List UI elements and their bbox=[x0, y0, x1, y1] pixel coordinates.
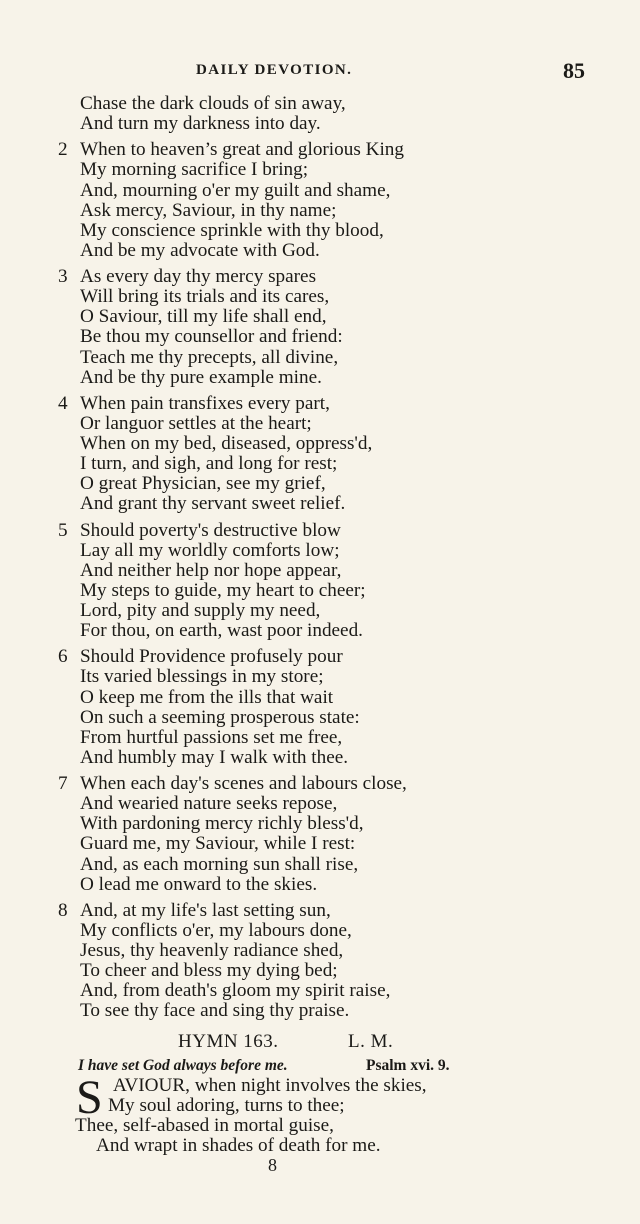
hymn-163-stanza-1 bbox=[0, 1071, 640, 1157]
verse-line: And humbly may I walk with thee. bbox=[80, 746, 349, 768]
signature-mark: 8 bbox=[268, 1155, 277, 1175]
stanza-5 bbox=[0, 521, 640, 642]
verse-line: And be thy pure example mine. bbox=[80, 366, 322, 388]
verse-line: My morning sacrifice I bring; bbox=[80, 159, 309, 181]
verse-line: Lay all my worldly comforts low; bbox=[80, 539, 340, 561]
verse-text: When pain transfixes every part, bbox=[80, 392, 330, 414]
verse-line: My soul adoring, turns to thee; bbox=[108, 1095, 345, 1117]
verse-line: My steps to guide, my heart to cheer; bbox=[80, 579, 366, 601]
stanza-8 bbox=[0, 901, 640, 1022]
verse-line: Or languor settles at the heart; bbox=[80, 412, 312, 434]
verse-line: AVIOUR, when night involves the skies, bbox=[113, 1075, 427, 1096]
stanza-number: 6 bbox=[58, 646, 68, 668]
verse-line: And, from death's gloom my spirit raise, bbox=[80, 980, 391, 1002]
verse-line: My conflicts o'er, my labours done, bbox=[80, 919, 352, 941]
stanza-number: 8 bbox=[58, 899, 68, 921]
verse-line: And grant thy servant sweet relief. bbox=[80, 493, 346, 515]
verse-line bbox=[0, 521, 640, 541]
verse-line bbox=[0, 774, 640, 794]
verse-line: On such a seeming prosperous state: bbox=[80, 706, 360, 728]
verse-line: Teach me thy precepts, all divine, bbox=[80, 346, 339, 368]
page-number: 85 bbox=[563, 58, 585, 83]
verse-line: Ask mercy, Saviour, in thy name; bbox=[80, 199, 337, 221]
previous-hymn bbox=[0, 94, 640, 1028]
verse-text: When to heaven’s great and glorious King bbox=[80, 139, 404, 161]
verse-text: Should Providence profusely pour bbox=[80, 646, 343, 668]
stanza-number: 3 bbox=[58, 266, 68, 288]
verse-line bbox=[0, 647, 640, 667]
verse-line: And turn my darkness into day. bbox=[80, 113, 321, 135]
verse-text: When each day's scenes and labours close, bbox=[80, 773, 407, 795]
verse-line: Will bring its trials and its cares, bbox=[80, 286, 330, 308]
drop-cap: S bbox=[76, 1071, 103, 1124]
verse-line: Jesus, thy heavenly radiance shed, bbox=[80, 940, 344, 962]
verse-line: And wearied nature seeks repose, bbox=[80, 793, 338, 815]
hymn-number: HYMN 163. bbox=[178, 1031, 279, 1052]
epigraph-text: I have set God always before me. bbox=[78, 1057, 288, 1074]
verse-line: Be thou my counsellor and friend: bbox=[80, 326, 343, 348]
verse-line: To cheer and bless my dying bed; bbox=[80, 960, 338, 982]
verse-line: O keep me from the ills that wait bbox=[80, 686, 334, 708]
verse-line bbox=[0, 901, 640, 921]
scripture-reference: Psalm xvi. 9. bbox=[366, 1057, 450, 1074]
stanza-number: 7 bbox=[58, 773, 68, 795]
stanza-number: 5 bbox=[58, 519, 68, 541]
verse-line: Chase the dark clouds of sin away, bbox=[80, 93, 346, 114]
verse-line: Thee, self-abased in mortal guise, bbox=[75, 1115, 334, 1137]
verse-text: And, at my life's last setting sun, bbox=[80, 899, 331, 921]
verse-line: To see thy face and sing thy praise. bbox=[80, 1000, 350, 1022]
hymn-meter: L. M. bbox=[348, 1031, 394, 1052]
verse-text: As every day thy mercy spares bbox=[80, 266, 317, 288]
stanza-6 bbox=[0, 647, 640, 768]
verse-line: From hurtful passions set me free, bbox=[80, 726, 343, 748]
stanza-continuation bbox=[0, 94, 640, 134]
verse-line: O Saviour, till my life shall end, bbox=[80, 306, 327, 328]
stanza-7 bbox=[0, 774, 640, 895]
running-head bbox=[0, 58, 640, 84]
verse-line: When on my bed, diseased, oppress'd, bbox=[80, 433, 373, 455]
stanza-number: 4 bbox=[58, 392, 68, 414]
stanza-2 bbox=[0, 140, 640, 261]
verse-line: Lord, pity and supply my need, bbox=[80, 600, 321, 621]
verse-line bbox=[0, 267, 640, 287]
verse-text: Should poverty's destructive blow bbox=[80, 519, 341, 541]
verse-line: And wrapt in shades of death for me. bbox=[96, 1135, 381, 1157]
verse-line: My conscience sprinkle with thy blood, bbox=[80, 219, 384, 241]
verse-line: Guard me, my Saviour, while I rest: bbox=[80, 833, 356, 855]
stanza-4 bbox=[0, 394, 640, 515]
verse-line bbox=[0, 140, 640, 160]
verse-line: I turn, and sigh, and long for rest; bbox=[80, 453, 338, 475]
verse-line: And be my advocate with God. bbox=[80, 239, 320, 261]
verse-line: And neither help nor hope appear, bbox=[80, 559, 342, 581]
verse-line: For thou, on earth, wast poor indeed. bbox=[80, 620, 363, 642]
verse-line: With pardoning mercy richly bless'd, bbox=[80, 813, 364, 835]
verse-line bbox=[0, 394, 640, 414]
verse-line: O lead me onward to the skies. bbox=[80, 873, 318, 895]
hymn-heading bbox=[0, 1031, 640, 1055]
verse-line: And, as each morning sun shall rise, bbox=[80, 853, 359, 875]
stanza-3 bbox=[0, 267, 640, 388]
running-title: DAILY DEVOTION. bbox=[196, 62, 353, 78]
verse-line: O great Physician, see my grief, bbox=[80, 473, 326, 495]
verse-line: And, mourning o'er my guilt and shame, bbox=[80, 179, 391, 201]
stanza-number: 2 bbox=[58, 139, 68, 161]
verse-line: Its varied blessings in my store; bbox=[80, 666, 324, 688]
